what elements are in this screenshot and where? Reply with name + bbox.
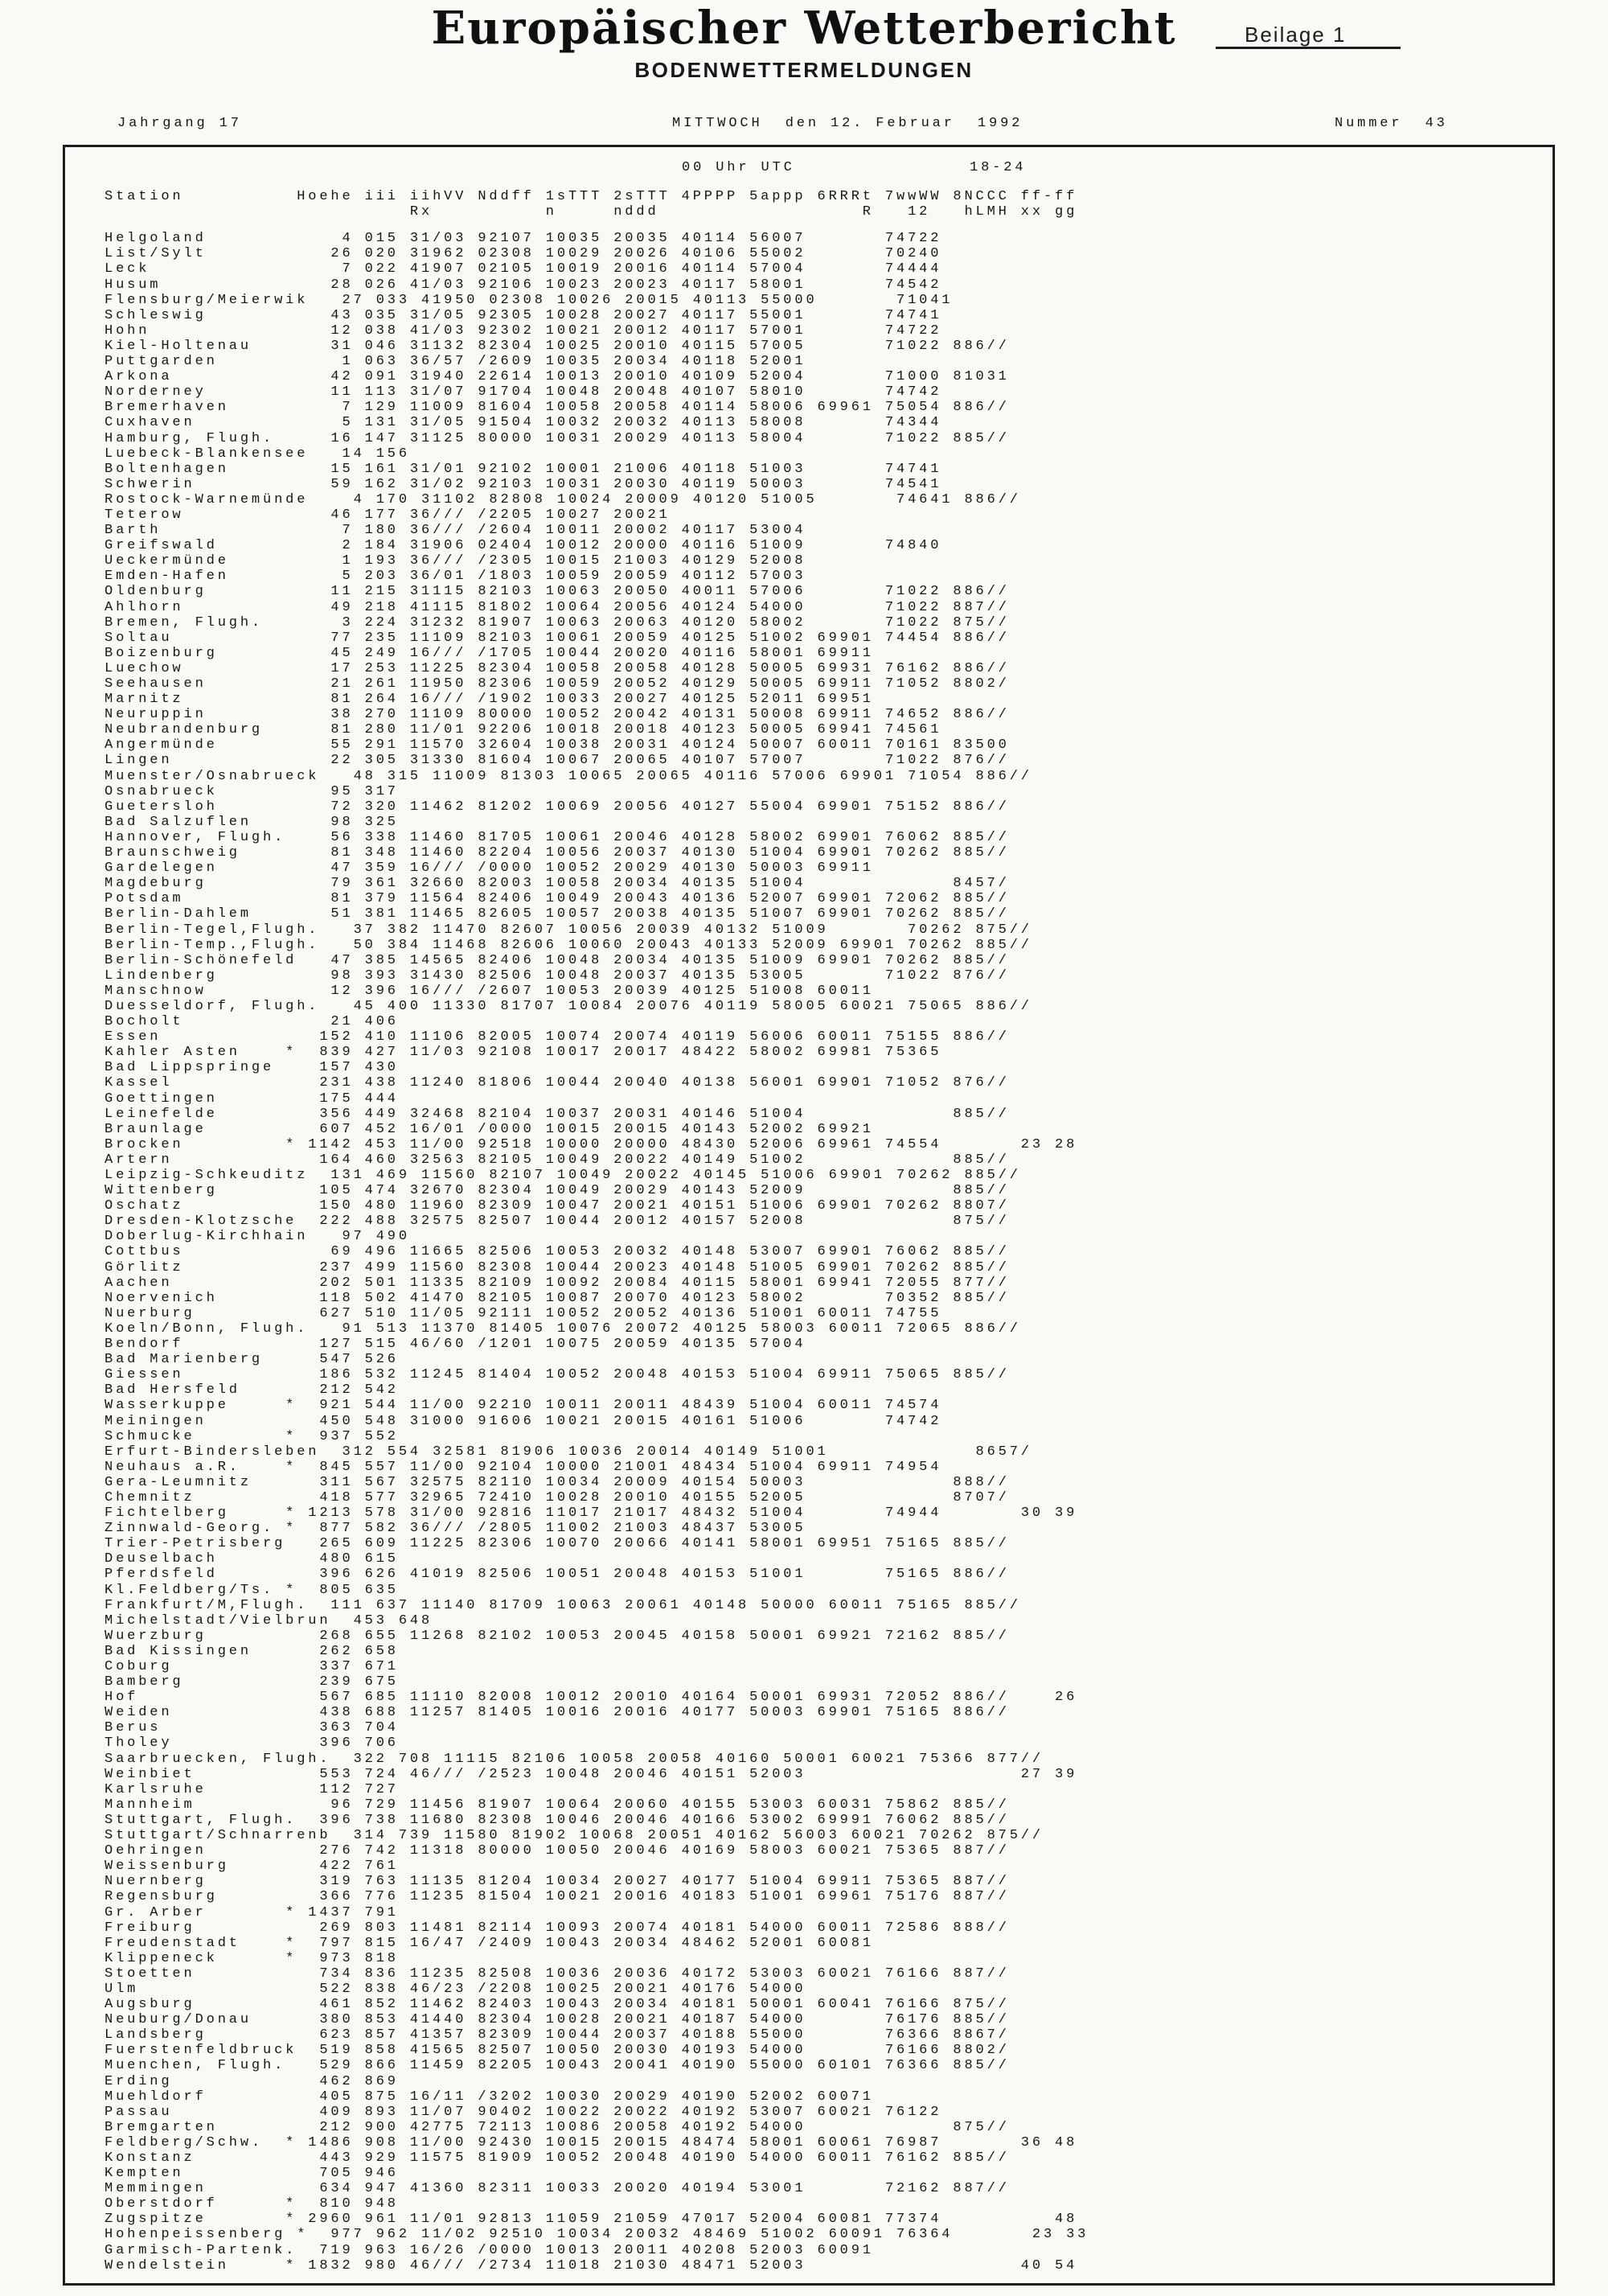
table-row: Kiel-Holtenau 31 046 31132 82304 10025 20010 40115 57005 71022 886// — [105, 338, 1010, 354]
table-row: Wittenberg 105 474 32670 82304 10049 20029 40143 52009 885// — [105, 1183, 1010, 1199]
table-row: Kempten 705 946 — [105, 2166, 399, 2182]
table-row: Schmucke * 937 552 — [105, 1428, 399, 1444]
table-row: Boltenhagen 15 161 31/01 92102 10001 21006 40118 51003 74741 — [105, 461, 942, 477]
table-row: Bad Marienberg 547 526 — [105, 1352, 399, 1368]
table-row: Muehldorf 405 875 16/11 /3202 10030 20029 40190 52002 60071 — [105, 2089, 874, 2105]
table-row: Trier-Petrisberg 265 609 11225 82306 10070 20066 40141 58001 69951 75165 885// — [105, 1536, 1010, 1552]
table-row: Duesseldorf, Flugh. 45 400 11330 81707 10084 20076 40119 58005 60021 75065 886// — [105, 998, 1032, 1014]
table-row: Neubrandenburg 81 280 11/01 92206 10018 20018 40123 50005 69941 74561 — [105, 722, 942, 738]
table-row: Ulm 522 838 46/23 /2208 10025 20021 40176 54000 — [105, 1981, 806, 1997]
table-row: Noervenich 118 502 41470 82105 10087 20070 40123 58002 70352 885// — [105, 1290, 1010, 1306]
table-row: Lingen 22 305 31330 81604 10067 20065 40107 57007 71022 876// — [105, 753, 1010, 769]
table-row: Erfurt-Bindersleben 312 554 32581 81906 10036 20014 40149 51001 8657/ — [105, 1444, 1032, 1460]
issue-number: Nummer 43 — [1335, 116, 1448, 131]
table-row: Bocholt 21 406 — [105, 1014, 399, 1030]
table-row: Hohn 12 038 41/03 92302 10021 20012 40117 57001 74722 — [105, 322, 942, 339]
table-row: Lindenberg 98 393 31430 82506 10048 20037 40135 53005 71022 876// — [105, 967, 1010, 984]
table-row: Konstanz 443 929 11575 81909 10052 20048 40190 54000 60011 76162 885// — [105, 2150, 1010, 2166]
table-row: Greifswald 2 184 31906 02404 10012 20000 40116 51009 74840 — [105, 538, 942, 554]
table-row: Nuernberg 319 763 11135 81204 10034 20027 40177 51004 69911 75365 887// — [105, 1874, 1010, 1890]
table-row: Gardelegen 47 359 16/// /0000 10052 20029 40130 50003 69911 — [105, 860, 874, 877]
table-row: Koeln/Bonn, Flugh. 91 513 11370 81405 10076 20072 40125 58003 60011 72065 886// — [105, 1321, 1021, 1337]
table-row: Berlin-Tegel,Flugh. 37 382 11470 82607 10056 20039 40132 51009 70262 875// — [105, 922, 1032, 938]
table-row: Muenster/Osnabrueck 48 315 11009 81303 10065 20065 40116 57006 69901 71054 886// — [105, 768, 1032, 784]
table-row: Marnitz 81 264 16/// /1902 10033 20027 40125 52011 69951 — [105, 692, 874, 708]
volume-label: Jahrgang 17 — [117, 116, 242, 131]
table-row: Doberlug-Kirchhain 97 490 — [105, 1229, 410, 1245]
report-table — [105, 160, 1551, 2273]
table-row: Bad Hersfeld 212 542 — [105, 1382, 399, 1399]
page-subtitle: BODENWETTERMELDUNGEN — [634, 58, 974, 82]
table-row: Oehringen 276 742 11318 80000 10050 20046 40169 58003 60021 75365 887// — [105, 1843, 1010, 1859]
table-row: Klippeneck * 973 818 — [105, 1950, 399, 1966]
table-row: Pferdsfeld 396 626 41019 82506 10051 20048 40153 51001 75165 886// — [105, 1567, 1010, 1583]
table-row: Leinefelde 356 449 32468 82104 10037 20031 40146 51004 885// — [105, 1106, 1010, 1122]
table-row: Landsberg 623 857 41357 82309 10044 20037 40188 55000 76366 8867/ — [105, 2027, 1010, 2043]
table-row: Nuerburg 627 510 11/05 92111 10052 20052 40136 51001 60011 74755 — [105, 1305, 942, 1321]
table-row: Michelstadt/Vielbrun 453 648 — [105, 1612, 433, 1629]
table-row: Muenchen, Flugh. 529 866 11459 82205 10043 20041 40190 55000 60101 76366 885// — [105, 2058, 1010, 2074]
table-row: Braunlage 607 452 16/01 /0000 10015 20015 40143 52002 69921 — [105, 1121, 874, 1137]
table-row: Bendorf 127 515 46/60 /1201 10075 20059 40135 57004 — [105, 1337, 806, 1353]
issue-date: MITTWOCH den 12. Februar 1992 — [672, 116, 1023, 131]
table-row: Cuxhaven 5 131 31/05 91504 10032 20032 40113 58008 74344 — [105, 415, 942, 431]
table-row: Görlitz 237 499 11560 82308 10044 20023 40148 51005 69901 70262 885// — [105, 1259, 1010, 1275]
table-row: Deuselbach 480 615 — [105, 1551, 399, 1567]
table-row: Teterow 46 177 36/// /2205 10027 20021 — [105, 507, 671, 523]
table-row: Bremgarten 212 900 42775 72113 10086 20058 40192 54000 875// — [105, 2119, 1010, 2135]
table-row: Stuttgart, Flugh. 396 738 11680 82308 10046 20046 40166 53002 69991 76062 885// — [105, 1812, 1010, 1828]
table-row: Zinnwald-Georg. * 877 582 36/// /2805 11002 21003 48437 53005 — [105, 1521, 806, 1537]
annex-label: Beilage 1 — [1245, 23, 1347, 47]
table-row: Regensburg 366 776 11235 81504 10021 20016 40183 51001 69961 75176 887// — [105, 1889, 1010, 1905]
table-row: Oberstdorf * 810 948 — [105, 2196, 399, 2212]
table-row: Goettingen 175 444 — [105, 1090, 399, 1107]
table-row: Magdeburg 79 361 32660 82003 10058 20034 40135 51004 8457/ — [105, 876, 1010, 892]
table-row: Arkona 42 091 31940 22614 10013 20010 40109 52004 71000 81031 — [105, 369, 1010, 385]
column-header-row-1: Station Hoehe iii iihVV Nddff 1sTTT 2sTTT 4PPPP 5appp 6RRRt 7wwWW 8NCCC ff-ff — [105, 189, 1078, 205]
table-row: Husum 28 026 41/03 92106 10023 20023 40117 58001 74542 — [105, 277, 942, 293]
table-row: Bad Lippspringe 157 430 — [105, 1060, 399, 1076]
table-row: Manschnow 12 396 16/// /2607 10053 20039 40125 51008 60011 — [105, 983, 874, 999]
table-row: Passau 409 893 11/07 90402 10022 20022 40192 53007 60021 76122 — [105, 2104, 942, 2120]
table-row: Soltau 77 235 11109 82103 10061 20059 40125 51002 69901 74454 886// — [105, 630, 1010, 646]
table-row: Luebeck-Blankensee 14 156 — [105, 446, 410, 462]
table-row: Gr. Arber * 1437 791 — [105, 1904, 399, 1920]
table-row: Barth 7 180 36/// /2604 10011 20002 40117 53004 — [105, 523, 806, 539]
table-row: Norderney 11 113 31/07 91704 10048 20048 40107 58010 74742 — [105, 384, 942, 400]
station-rows — [105, 231, 1551, 2273]
table-row: Zugspitze * 2960 961 11/01 92813 11059 21059 47017 52004 60081 77374 48 — [105, 2212, 1078, 2228]
table-row: Weiden 438 688 11257 81405 10016 20016 40177 50003 69901 75165 886// — [105, 1705, 1010, 1721]
table-row: Guetersloh 72 320 11462 81202 10069 20056 40127 55004 69901 75152 886// — [105, 799, 1010, 815]
table-row: Bremerhaven 7 129 11009 81604 10058 20058 40114 58006 69961 75054 886// — [105, 400, 1010, 416]
table-row: Feldberg/Schw. * 1486 908 11/00 92430 10015 20015 48474 58001 60061 76987 36 48 — [105, 2134, 1078, 2150]
table-row: Leipzig-Schkeuditz 131 469 11560 82107 10049 20022 40145 51006 69901 70262 885// — [105, 1168, 1021, 1183]
table-row: Weinbiet 553 724 46/// /2523 10048 20046 40151 52003 27 39 — [105, 1766, 1078, 1782]
table-row: Freudenstadt * 797 815 16/47 /2409 10043 20034 48462 52001 60081 — [105, 1935, 874, 1951]
table-row: Hohenpeissenberg * 977 962 11/02 92510 10034 20032 48469 51002 60091 76364 23 33 — [105, 2227, 1089, 2243]
table-row: Bremen, Flugh. 3 224 31232 81907 10063 20063 40120 58002 71022 875// — [105, 614, 1010, 630]
table-row: Luechow 17 253 11225 82304 10058 20058 40128 50005 69931 76162 886// — [105, 660, 1010, 676]
table-row: Neuhaus a.R. * 845 557 11/00 92104 10000 21001 48434 51004 69911 74954 — [105, 1459, 942, 1475]
table-row: Schleswig 43 035 31/05 92305 10028 20027 40117 55001 74741 — [105, 307, 942, 323]
table-row: Ueckermünde 1 193 36/// /2305 10015 21003 40129 52008 — [105, 553, 806, 569]
table-row: Bad Salzuflen 98 325 — [105, 814, 399, 830]
period-label: 18-24 — [970, 160, 1027, 175]
table-row: Berus 363 704 — [105, 1720, 399, 1736]
table-row: Berlin-Dahlem 51 381 11465 82605 10057 20038 40135 51007 69901 70262 885// — [105, 906, 1010, 922]
table-row: Fichtelberg * 1213 578 31/00 92816 11017 21017 48432 51004 74944 30 39 — [105, 1505, 1078, 1522]
table-row: Fuerstenfeldbruck 519 858 41565 82507 10050 20030 40193 54000 76166 8802/ — [105, 2043, 1010, 2059]
table-row: Berlin-Schönefeld 47 385 14565 82406 10048 20034 40135 51009 69901 70262 885// — [105, 952, 1010, 968]
table-row: Artern 164 460 32563 82105 10049 20022 40149 51002 885// — [105, 1152, 1010, 1168]
table-row: Kahler Asten * 839 427 11/03 92108 10017 20017 48422 58002 69981 75365 — [105, 1045, 942, 1061]
report-table-frame — [63, 145, 1555, 2286]
title-underline-rule — [1216, 47, 1401, 49]
issue-line — [0, 116, 1608, 135]
table-row: Neuburg/Donau 380 853 41440 82304 10028 20021 40187 54000 76176 885// — [105, 2012, 1010, 2028]
table-row: Brocken * 1142 453 11/00 92518 10000 20000 48430 52006 69961 74554 23 28 — [105, 1136, 1078, 1152]
table-row: Flensburg/Meierwik 27 033 41950 02308 10026 20015 40113 55000 71041 — [105, 292, 954, 308]
table-row: Augsburg 461 852 11462 82403 10043 20034 40181 50001 60041 76166 875// — [105, 1997, 1010, 2013]
table-row: Tholey 396 706 — [105, 1735, 399, 1752]
column-header-row-2: Rx n nddd R 12 hLMH xx gg — [105, 204, 1078, 220]
table-row: Wasserkuppe * 921 544 11/00 92210 10011 20011 48439 51004 60011 74574 — [105, 1398, 942, 1414]
table-row: Bad Kissingen 262 658 — [105, 1643, 399, 1659]
table-row: Saarbruecken, Flugh. 322 708 11115 82106 10058 20058 40160 50001 60021 75366 877// — [105, 1751, 1044, 1767]
table-row: Rostock-Warnemünde 4 170 31102 82808 10024 20009 40120 51005 74641 886// — [105, 491, 1021, 507]
table-row: Hof 567 685 11110 82008 10012 20010 40164 50001 69931 72052 886// 26 — [105, 1690, 1078, 1706]
table-row: Emden-Hafen 5 203 36/01 /1803 10059 20059 40112 57003 — [105, 569, 806, 585]
table-row: Schwerin 59 162 31/02 92103 10031 20030 40119 50003 74541 — [105, 476, 942, 492]
table-row: Stoetten 734 836 11235 82508 10036 20036 40172 53003 60021 76166 887// — [105, 1965, 1010, 1982]
table-row: Mannheim 96 729 11456 81907 10064 20060 40155 53003 60031 75862 885// — [105, 1797, 1010, 1813]
table-row: Karlsruhe 112 727 — [105, 1781, 399, 1797]
table-row: Meiningen 450 548 31000 91606 10021 20015 40161 51006 74742 — [105, 1413, 942, 1429]
table-row: Chemnitz 418 577 32965 72410 10028 20010 40155 52005 8707/ — [105, 1489, 1010, 1505]
table-row: Wendelstein * 1832 980 46/// /2734 11018 21030 48471 52003 40 54 — [105, 2257, 1078, 2273]
observation-time-label: 00 Uhr UTC — [682, 160, 795, 175]
table-row: Stuttgart/Schnarrenb 314 739 11580 81902 10068 20051 40162 56003 60021 70262 875// — [105, 1828, 1044, 1844]
table-row: Memmingen 634 947 41360 82311 10033 20020 40194 53001 72162 887// — [105, 2181, 1010, 2197]
table-row: Hamburg, Flugh. 16 147 31125 80000 10031 20029 40113 58004 71022 885// — [105, 430, 1010, 446]
table-row: Coburg 337 671 — [105, 1659, 399, 1674]
table-row: Bamberg 239 675 — [105, 1674, 399, 1690]
table-row: Angermünde 55 291 11570 32604 10038 20031 40124 50007 60011 70161 83500 — [105, 737, 1010, 754]
table-row: Kl.Feldberg/Ts. * 805 635 — [105, 1582, 399, 1598]
table-row: Garmisch-Partenk. 719 963 16/26 /0000 10013 20011 40208 52003 60091 — [105, 2242, 874, 2258]
table-row: Dresden-Klotzsche 222 488 32575 82507 10044 20012 40157 52008 875// — [105, 1214, 1010, 1230]
table-row: Neuruppin 38 270 11109 80000 10052 20042 40131 50008 69911 74652 886// — [105, 707, 1010, 723]
table-row: Oschatz 150 480 11960 82309 10047 20021 40151 51006 69901 70262 8807/ — [105, 1198, 1010, 1214]
table-row: Wuerzburg 268 655 11268 82102 10053 20045 40158 50001 69921 72162 885// — [105, 1628, 1010, 1644]
table-row: Freiburg 269 803 11481 82114 10093 20074 40181 54000 60011 72586 888// — [105, 1920, 1010, 1936]
table-row: Leck 7 022 41907 02105 10019 20016 40114 57004 74444 — [105, 261, 942, 277]
table-row: Aachen 202 501 11335 82109 10092 20084 40115 58001 69941 72055 877// — [105, 1275, 1010, 1291]
table-row: Osnabrueck 95 317 — [105, 783, 399, 799]
table-row: Hannover, Flugh. 56 338 11460 81705 10061 20046 40128 58002 69901 76062 885// — [105, 829, 1010, 845]
table-row: Ahlhorn 49 218 41115 81802 10064 20056 40124 54000 71022 887// — [105, 599, 1010, 615]
table-row: List/Sylt 26 020 31962 02308 10029 20026 40106 55002 70240 — [105, 246, 942, 262]
table-row: Frankfurt/M,Flugh. 111 637 11140 81709 10063 20061 40148 50000 60011 75165 885// — [105, 1597, 1021, 1613]
page-title: Europäischer Wetterbericht — [431, 2, 1177, 55]
table-row: Potsdam 81 379 11564 82406 10049 20043 40136 52007 69901 72062 885// — [105, 891, 1010, 907]
table-row: Kassel 231 438 11240 81806 10044 20040 40138 56001 69901 71052 876// — [105, 1075, 1010, 1091]
table-row: Seehausen 21 261 11950 82306 10059 20052 40129 50005 69911 71052 8802/ — [105, 676, 1010, 692]
table-row: Helgoland 4 015 31/03 92107 10035 20035 40114 56007 74722 — [105, 231, 942, 247]
table-row: Oldenburg 11 215 31115 82103 10063 20050 40011 57006 71022 886// — [105, 584, 1010, 600]
utc-line — [105, 160, 1551, 175]
table-row: Puttgarden 1 063 36/57 /2609 10035 20034 40118 52001 — [105, 354, 806, 370]
table-row: Erding 462 869 — [105, 2073, 399, 2089]
table-row: Berlin-Temp.,Flugh. 50 384 11468 82606 10060 20043 40133 52009 69901 70262 885// — [105, 937, 1032, 953]
table-row: Braunschweig 81 348 11460 82204 10056 20037 40130 51004 69901 70262 885// — [105, 845, 1010, 861]
table-row: Giessen 186 532 11245 81404 10052 20048 40153 51004 69911 75065 885// — [105, 1367, 1010, 1383]
table-row: Cottbus 69 496 11665 82506 10053 20032 40148 53007 69901 76062 885// — [105, 1244, 1010, 1260]
table-row: Essen 152 410 11106 82005 10074 20074 40119 56006 60011 75155 886// — [105, 1029, 1010, 1045]
table-row: Weissenburg 422 761 — [105, 1859, 399, 1875]
table-row: Boizenburg 45 249 16/// /1705 10044 20020 40116 58001 69911 — [105, 645, 874, 661]
table-row: Gera-Leumnitz 311 567 32575 82110 10034 20009 40154 50003 888// — [105, 1474, 1010, 1490]
